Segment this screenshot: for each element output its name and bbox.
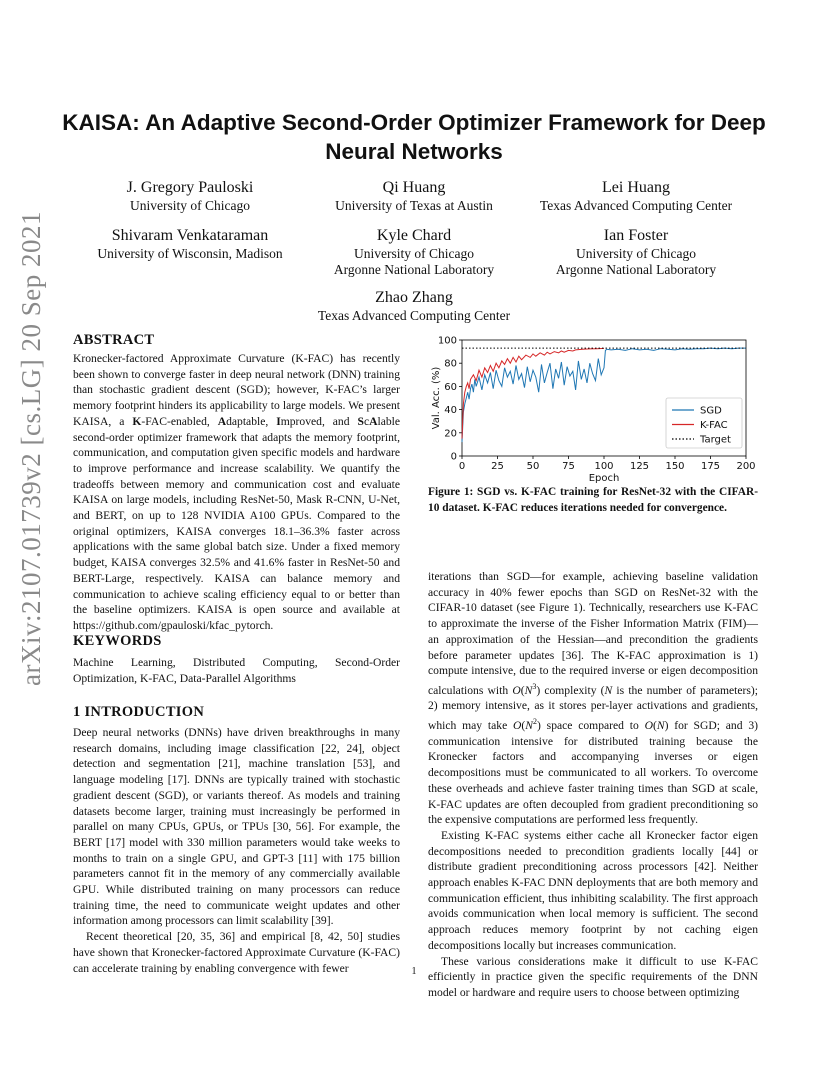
legend-label: K-FAC	[700, 420, 728, 431]
y-axis-label: Val. Acc. (%)	[431, 366, 442, 430]
introduction-continued	[428, 569, 758, 1001]
author-name: Shivaram Venkataraman	[111, 227, 269, 244]
author-block	[80, 178, 300, 214]
y-tick-label: 0	[450, 451, 457, 463]
accuracy-line-chart	[426, 334, 758, 484]
x-tick-label: 150	[665, 461, 685, 472]
author-affiliation: Texas Advanced Computing Center	[317, 308, 511, 323]
x-tick-label: 0	[458, 461, 466, 472]
y-tick-label: 100	[437, 335, 457, 347]
keywords-text: Machine Learning, Distributed Computing, Second-Order Optimization, K-FAC, Data-Parallel Algorithms	[73, 656, 400, 685]
author-affiliation: University of Texas at Austin	[335, 198, 493, 213]
introduction-heading: 1 INTRODUCTION	[73, 704, 205, 720]
x-tick-label: 75	[562, 461, 575, 472]
x-tick-label: 175	[700, 461, 721, 472]
x-tick-label: 125	[629, 461, 650, 472]
y-tick-label: 20	[444, 428, 457, 440]
series-line-k-fac	[462, 348, 604, 438]
arxiv-identifier: arXiv:2107.01739v2 [cs.LG] 20 Sep 2021	[16, 211, 46, 686]
introduction-text	[73, 725, 400, 976]
y-tick-label: 60	[444, 381, 457, 393]
paragraph: These various considerations make it difficult to use K-FAC efficiently in practice given the specific requirements of the DNN model or hardware and require users to choose between optimizing	[428, 954, 758, 999]
paragraph: Deep neural networks (DNNs) have driven breakthroughs in many research domains, including image classification [22, 24], object detection and segmentation [21], machine translation [53], and language modeling [17]. DNNs are typically trained with stochastic gradient descent (SGD), or variants thereof. As models and training datasets become larger, training must increasingly be performed in parallel on many CPUs, GPUs, or TPUs [30, 56]. For example, the BERT [17] model with 330 million parameters would take weeks to months to train on a single GPU, and GPT-3 [11] with 175 billion parameters cannot fit in the memory of any commercially available GPU. While distributed training on many processors can reduce training time, the need to communicate weight updates and other information among processors can limit scalability [39].	[73, 726, 400, 928]
author-block	[80, 226, 300, 262]
legend-label: SGD	[700, 405, 722, 417]
x-tick-label: 50	[526, 461, 540, 472]
author-name: Zhao Zhang	[375, 289, 453, 306]
author-block	[526, 226, 746, 278]
author-name: Lei Huang	[602, 179, 670, 196]
author-block	[304, 226, 524, 278]
legend-label: Target	[700, 434, 731, 446]
x-tick-label: 100	[594, 461, 614, 472]
author-affiliation: Argonne National Laboratory	[333, 262, 495, 277]
author-affiliation: University of Chicago	[130, 198, 250, 213]
author-name: Ian Foster	[603, 227, 669, 244]
author-affiliation: University of Chicago	[354, 246, 474, 261]
paragraph: iterations than SGD—for example, achieving baseline validation accuracy in 40% fewer epochs than SGD on ResNet-32 with the CIFAR-10 dataset (see Figure 1). Technically, researchers use K-FAC to approximate the inverse of the Fisher Information Matrix (FIM)—an approximation of the Hessian—and precondition the gradients before parameter updates [36]. The K-FAC approximation is 1) compute intensive, due to the required inverse or eigen decomposition calculations with $O(N^3)$ complexity (N is the number of parameters); 2) memory intensive, as it stores per-layer activations and gradients, which may take $O(N^2)$ space compared to O(N) for SGD; and 3) communication intensive for distributed training because the Kronecker factors and accompanying inverses or eigen decompositions must be communicated to all workers. To overcome these overheads and achieve faster training times than SGD at scale, K-FAC updates are often decoupled from gradient preconditioning so the expensive computations are performed less frequently.	[428, 570, 758, 827]
abstract-heading: ABSTRACT	[73, 332, 155, 348]
abstract-text: Kronecker-factored Approximate Curvature (K-FAC) has recently been shown to converge faster in deep neural network (DNN) training than stochastic gradient descent (SGD); however, K-FAC’s larger memory footprint hinders its applicability to large models. We present KAISA, a K-FAC-enabled, Adaptable, Improved, and ScAlable second-order optimizer framework that adapts the memory footprint, communication, and computation given specific models and hardware to improve performance and increase scalability. We quantify the tradeoffs between memory and communication cost and evaluate KAISA on large models, including ResNet-50, Mask R-CNN, U-Net, and BERT, on up to 128 NVIDIA A100 GPUs. Compared to the original optimizers, KAISA converges 18.1–36.3% faster across applications with the same global batch size. Under a fixed memory budget, KAISA converges 32.5% and 41.6% faster in ResNet-50 and BERT-Large, respectively. KAISA can balance memory and communication to achieve scaling efficiency equal to or better than the baseline optimizers. KAISA is open source and available at https://github.com/gpauloski/kfac_pytorch.	[73, 352, 400, 632]
y-tick-label: 40	[444, 405, 457, 417]
author-name: J. Gregory Pauloski	[126, 179, 254, 196]
x-axis-label: Epoch	[588, 473, 620, 484]
author-name: Qi Huang	[382, 179, 446, 196]
author-affiliation: Argonne National Laboratory	[555, 262, 717, 277]
chart-legend	[666, 398, 742, 448]
author-name: Kyle Chard	[376, 227, 452, 244]
x-tick-label: 200	[736, 461, 756, 472]
author-block	[304, 288, 524, 324]
paper-title: KAISA: An Adaptive Second-Order Optimizer Framework for Deep Neural Networks	[62, 110, 766, 164]
keywords-heading: KEYWORDS	[73, 633, 162, 649]
x-tick-label: 25	[491, 461, 504, 472]
paragraph: Recent theoretical [20, 35, 36] and empirical [8, 42, 50] studies have shown that Kronecker-factored Approximate Curvature (K-FAC) can accelerate training by enabling convergence with fewer	[73, 930, 400, 975]
author-block	[304, 178, 524, 214]
author-affiliation: University of Wisconsin, Madison	[97, 246, 283, 261]
figure-caption: Figure 1: SGD vs. K-FAC training for ResNet-32 with the CIFAR-10 dataset. K-FAC reduces iterations needed for convergence.	[428, 486, 758, 514]
author-affiliation: University of Chicago	[576, 246, 696, 261]
page-number: 1	[411, 966, 417, 977]
author-block	[526, 178, 746, 214]
author-affiliation: Texas Advanced Computing Center	[539, 198, 733, 213]
y-tick-label: 80	[444, 358, 457, 370]
paragraph: Existing K-FAC systems either cache all Kronecker factor eigen decompositions needed to precondition gradients locally [44] or distribute gradient preconditioning across processors [42]. Neither approach enables K-FAC DNN deployments that are both memory and communication efficient, thus inhibiting scalability. The first approach avoids communication when local memory is sufficient. The second approach reduces memory footprint by not caching eigen decompositions locally but increases communication.	[428, 828, 758, 952]
